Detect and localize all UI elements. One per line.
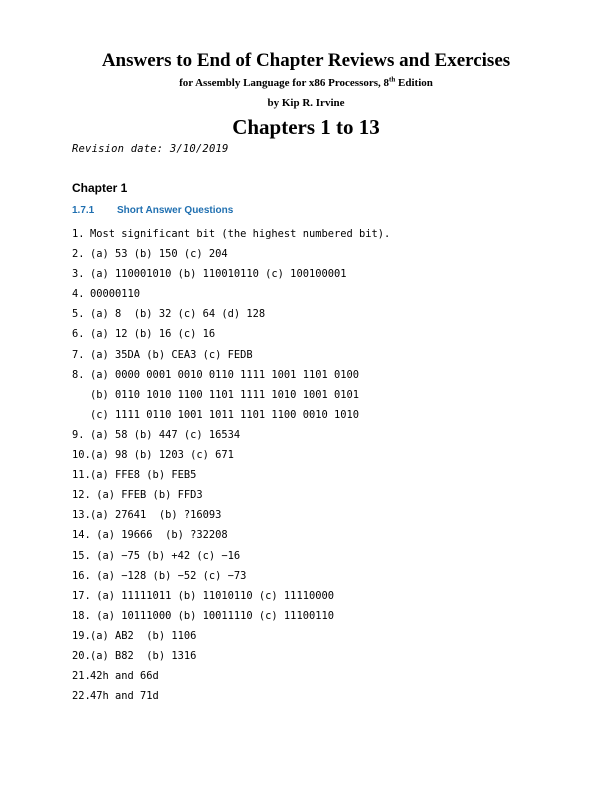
answer-item [72, 445, 552, 465]
answer-text: (a) 53 (b) 150 (c) 204 [90, 248, 228, 261]
revision-date: Revision date: 3/10/2019 [72, 143, 229, 155]
document-subtitle [0, 77, 612, 89]
chapter-heading: Chapter 1 [72, 181, 128, 195]
answer-item [72, 244, 552, 264]
answer-number: 21. [72, 670, 91, 683]
answer-text: (a) FFE8 (b) FEB5 [90, 469, 197, 482]
answer-list [72, 224, 552, 706]
answer-number: 1. [72, 228, 85, 240]
answer-item [72, 485, 552, 505]
answer-text: (a) 35DA (b) CEA3 (c) FEDB [90, 348, 253, 361]
answer-text: 42h and 66d [90, 670, 159, 683]
answer-text: (a) 27641 (b) ?16093 [90, 509, 222, 522]
answer-number: 17. [72, 589, 91, 602]
answer-item [72, 566, 552, 586]
answer-number: 13. [72, 509, 91, 522]
answer-text: (a) FFEB (b) FFD3 [90, 489, 203, 502]
subtitle-suffix: Edition [395, 77, 433, 89]
answer-text: 00000110 [90, 288, 141, 301]
answer-item [72, 224, 552, 244]
answer-number: 3. [72, 268, 85, 281]
answer-text: (a) B82 (b) 1316 [90, 649, 197, 662]
answer-number: 12. [72, 489, 91, 502]
document-title: Answers to End of Chapter Reviews and Exercises [101, 50, 511, 71]
answer-item [72, 465, 552, 485]
answer-number: 5. [72, 308, 85, 321]
answer-item [72, 505, 552, 525]
answer-number: 11. [72, 469, 91, 482]
answer-number: 20. [72, 649, 91, 662]
answer-number: 6. [72, 328, 85, 341]
answer-item [72, 304, 552, 324]
answer-text: (a) 0000 0001 0010 0110 1111 1001 1101 0100 [90, 368, 359, 381]
answer-item [72, 666, 552, 686]
subtitle-text: for Assembly Language for x86 Processors, 8 [179, 77, 390, 89]
answer-text: (a) 11111011 (b) 11010110 (c) 11110000 [90, 589, 334, 602]
answer-number: 4. [72, 288, 85, 301]
answer-number: 7. [72, 348, 85, 361]
answer-item [72, 405, 552, 425]
answer-item [72, 606, 552, 626]
answer-text: (a) 10111000 (b) 10011110 (c) 11100110 [90, 609, 334, 622]
answer-item [72, 385, 552, 405]
answer-text: (a) 19666 (b) ?32208 [90, 529, 228, 542]
answer-item [72, 284, 552, 304]
answer-number: 9. [72, 428, 85, 441]
answer-item [72, 425, 552, 445]
answer-text: Most significant bit (the highest numbered bit). [90, 228, 391, 240]
answer-item [72, 324, 552, 344]
answer-item [72, 264, 552, 284]
answer-item [72, 686, 552, 706]
answer-item [72, 546, 552, 566]
answer-item [72, 525, 552, 545]
answer-text: (a) −75 (b) +42 (c) −16 [90, 549, 241, 562]
answer-item [72, 646, 552, 666]
answer-text: (a) 110001010 (b) 110010110 (c) 100100001 [90, 268, 347, 281]
answer-number: 15. [72, 549, 91, 562]
document-author: by Kip R. Irvine [267, 97, 345, 109]
answer-text: (a) 12 (b) 16 (c) 16 [90, 328, 216, 341]
answer-text: (c) 1111 0110 1001 1011 1101 1100 0010 1010 [90, 408, 359, 421]
answer-number: 8. [72, 368, 85, 381]
answer-text: 47h and 71d [90, 690, 159, 703]
answer-number: 2. [72, 248, 85, 261]
answer-number: 10. [72, 449, 91, 462]
answer-text: (a) 58 (b) 447 (c) 16534 [90, 428, 241, 441]
answer-item [72, 345, 552, 365]
answer-number: 16. [72, 569, 91, 582]
answer-text: (a) −128 (b) −52 (c) −73 [90, 569, 247, 582]
section-heading [72, 205, 233, 216]
answer-text: (b) 0110 1010 1100 1101 1111 1010 1001 0101 [90, 388, 359, 401]
answer-item [72, 586, 552, 606]
answer-number: 19. [72, 629, 91, 642]
section-title: Short Answer Questions [117, 205, 234, 216]
answer-number: 18. [72, 609, 91, 622]
answer-item [72, 365, 552, 385]
answer-text: (a) 8 (b) 32 (c) 64 (d) 128 [90, 308, 266, 321]
answer-number: 14. [72, 529, 91, 542]
answer-text: (a) AB2 (b) 1106 [90, 629, 197, 642]
answer-number: 22. [72, 690, 91, 703]
section-number: 1.7.1 [72, 205, 95, 216]
answer-text: (a) 98 (b) 1203 (c) 671 [90, 449, 234, 462]
answer-item [72, 626, 552, 646]
subtitle-superscript: th [389, 75, 396, 84]
chapters-heading: Chapters 1 to 13 [232, 115, 380, 139]
